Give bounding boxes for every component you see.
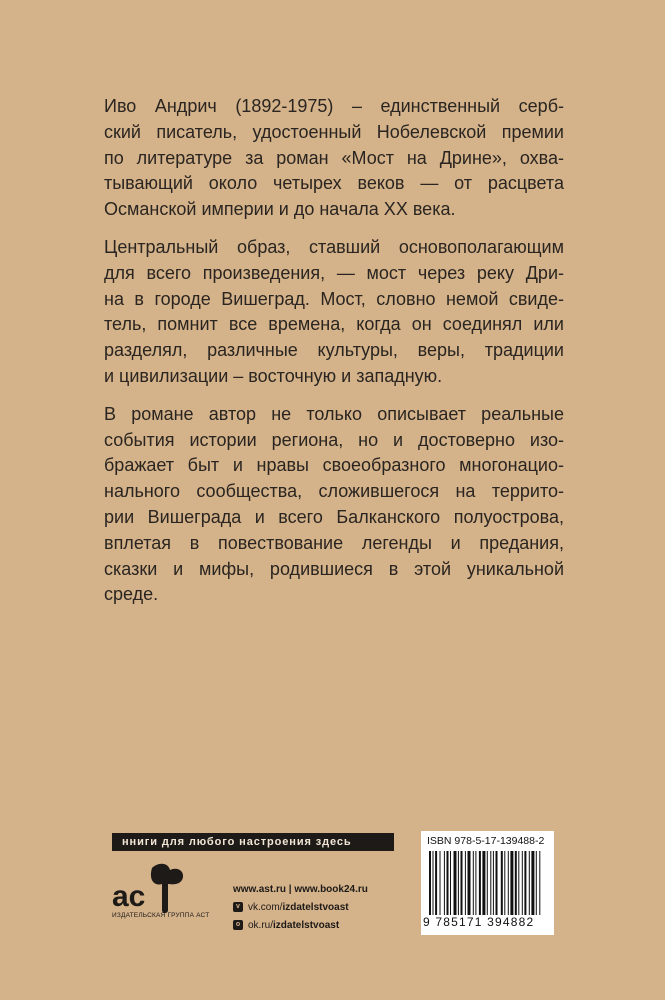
website-links[interactable]: www.ast.ru | www.book24.ru	[233, 883, 368, 895]
text-line: тывающий около четырех веков — от расцвета	[104, 173, 564, 194]
isbn-number: ISBN 978-5-17-139488-2	[427, 835, 545, 847]
barcode-bar	[433, 851, 434, 915]
text-line: Османской империи и до начала XX века.	[104, 199, 456, 220]
barcode-bar	[504, 851, 505, 915]
vk-prefix: vk.com/	[248, 901, 283, 913]
vk-icon: v	[233, 902, 243, 912]
barcode-bar	[510, 851, 513, 915]
barcode-bar	[531, 851, 534, 915]
annotation-text	[104, 94, 564, 620]
barcode-bar	[482, 851, 485, 915]
text-line: для всего произведения, — мост через реку Дри-	[104, 262, 564, 283]
barcode-bar	[508, 851, 509, 915]
barcode-bar	[447, 851, 449, 915]
svg-text:ac: ac	[112, 880, 146, 913]
barcode-bar	[501, 851, 503, 915]
ok-icon: o	[233, 920, 243, 930]
website-row	[233, 880, 368, 898]
ast-logo-icon	[112, 860, 222, 945]
barcode-bar	[487, 851, 488, 915]
barcode-bar	[468, 851, 471, 915]
text-line: среде.	[104, 584, 159, 605]
text-line: тель, помнит все времена, когда он соединял или	[104, 314, 564, 335]
text-line: разделял, различные культуры, веры, традиции	[104, 340, 564, 361]
text-line: рии Вишеграда и всего Балканского полуострова,	[104, 506, 564, 527]
paragraph-3	[104, 402, 564, 608]
barcode-bar	[440, 851, 441, 915]
text-line: и цивилизации – восточную и западную.	[104, 365, 443, 386]
barcode-bar	[465, 851, 466, 915]
ok-row	[233, 916, 368, 934]
barcode-bar	[429, 851, 431, 915]
barcode-bar	[454, 851, 457, 915]
text-line: события истории региона, но и достоверно изо-	[104, 429, 564, 450]
barcode-bar	[461, 851, 463, 915]
text-line: нального сообщества, сложившегося на террито-	[104, 481, 564, 502]
text-line: по литературе за роман «Мост на Дрине», охва-	[104, 147, 564, 168]
vk-handle[interactable]: izdatelstvoast	[282, 901, 349, 913]
publisher-tagline: нниги для любого настроения здесь	[112, 833, 394, 851]
ok-handle[interactable]: izdatelstvoast	[273, 919, 340, 931]
barcode-bar	[536, 851, 537, 915]
barcode-bar	[444, 851, 445, 915]
barcode-bar	[490, 851, 491, 915]
barcode-bar	[435, 851, 437, 915]
barcode-bar	[458, 851, 459, 915]
barcode-bar	[450, 851, 451, 915]
barcode-bar	[522, 851, 523, 915]
barcode-bar	[539, 851, 540, 915]
barcode-box	[421, 831, 554, 935]
barcode-icon	[429, 851, 547, 915]
text-line: бражает быт и нравы своеобразного многонацио-	[104, 455, 564, 476]
ok-prefix: ok.ru/	[248, 919, 274, 931]
barcode-bar	[515, 851, 517, 915]
paragraph-1	[104, 94, 564, 223]
publisher-contacts	[233, 880, 368, 934]
text-line: ский писатель, удостоенный Нобелевской премии	[104, 121, 564, 142]
paragraph-2	[104, 235, 564, 390]
ean-digits: 9 785171 394882	[423, 915, 535, 929]
barcode-bar	[493, 851, 494, 915]
text-line: вплетая в повествование легенды и предания,	[104, 532, 564, 553]
barcode-bar	[518, 851, 519, 915]
text-line: сказки и мифы, родившиеся в этой уникальной	[104, 558, 564, 579]
text-line: Иво Андрич (1892-1975) – единственный серб-	[104, 96, 564, 116]
text-line: Центральный образ, ставший основополагающим	[104, 236, 564, 257]
barcode-bar	[473, 851, 474, 915]
barcode-bar	[496, 851, 498, 915]
text-line: В романе автор не только описывает реальные	[104, 403, 564, 424]
text-line: на в городе Вишеград. Мост, словно немой свиде-	[104, 288, 564, 309]
barcode-bar	[479, 851, 481, 915]
barcode-bar	[475, 851, 476, 915]
barcode-bar	[524, 851, 526, 915]
logo-caption: ИЗДАТЕЛЬСКАЯ ГРУППА АСТ	[112, 912, 210, 919]
vk-row	[233, 898, 368, 916]
barcode-bar	[529, 851, 530, 915]
